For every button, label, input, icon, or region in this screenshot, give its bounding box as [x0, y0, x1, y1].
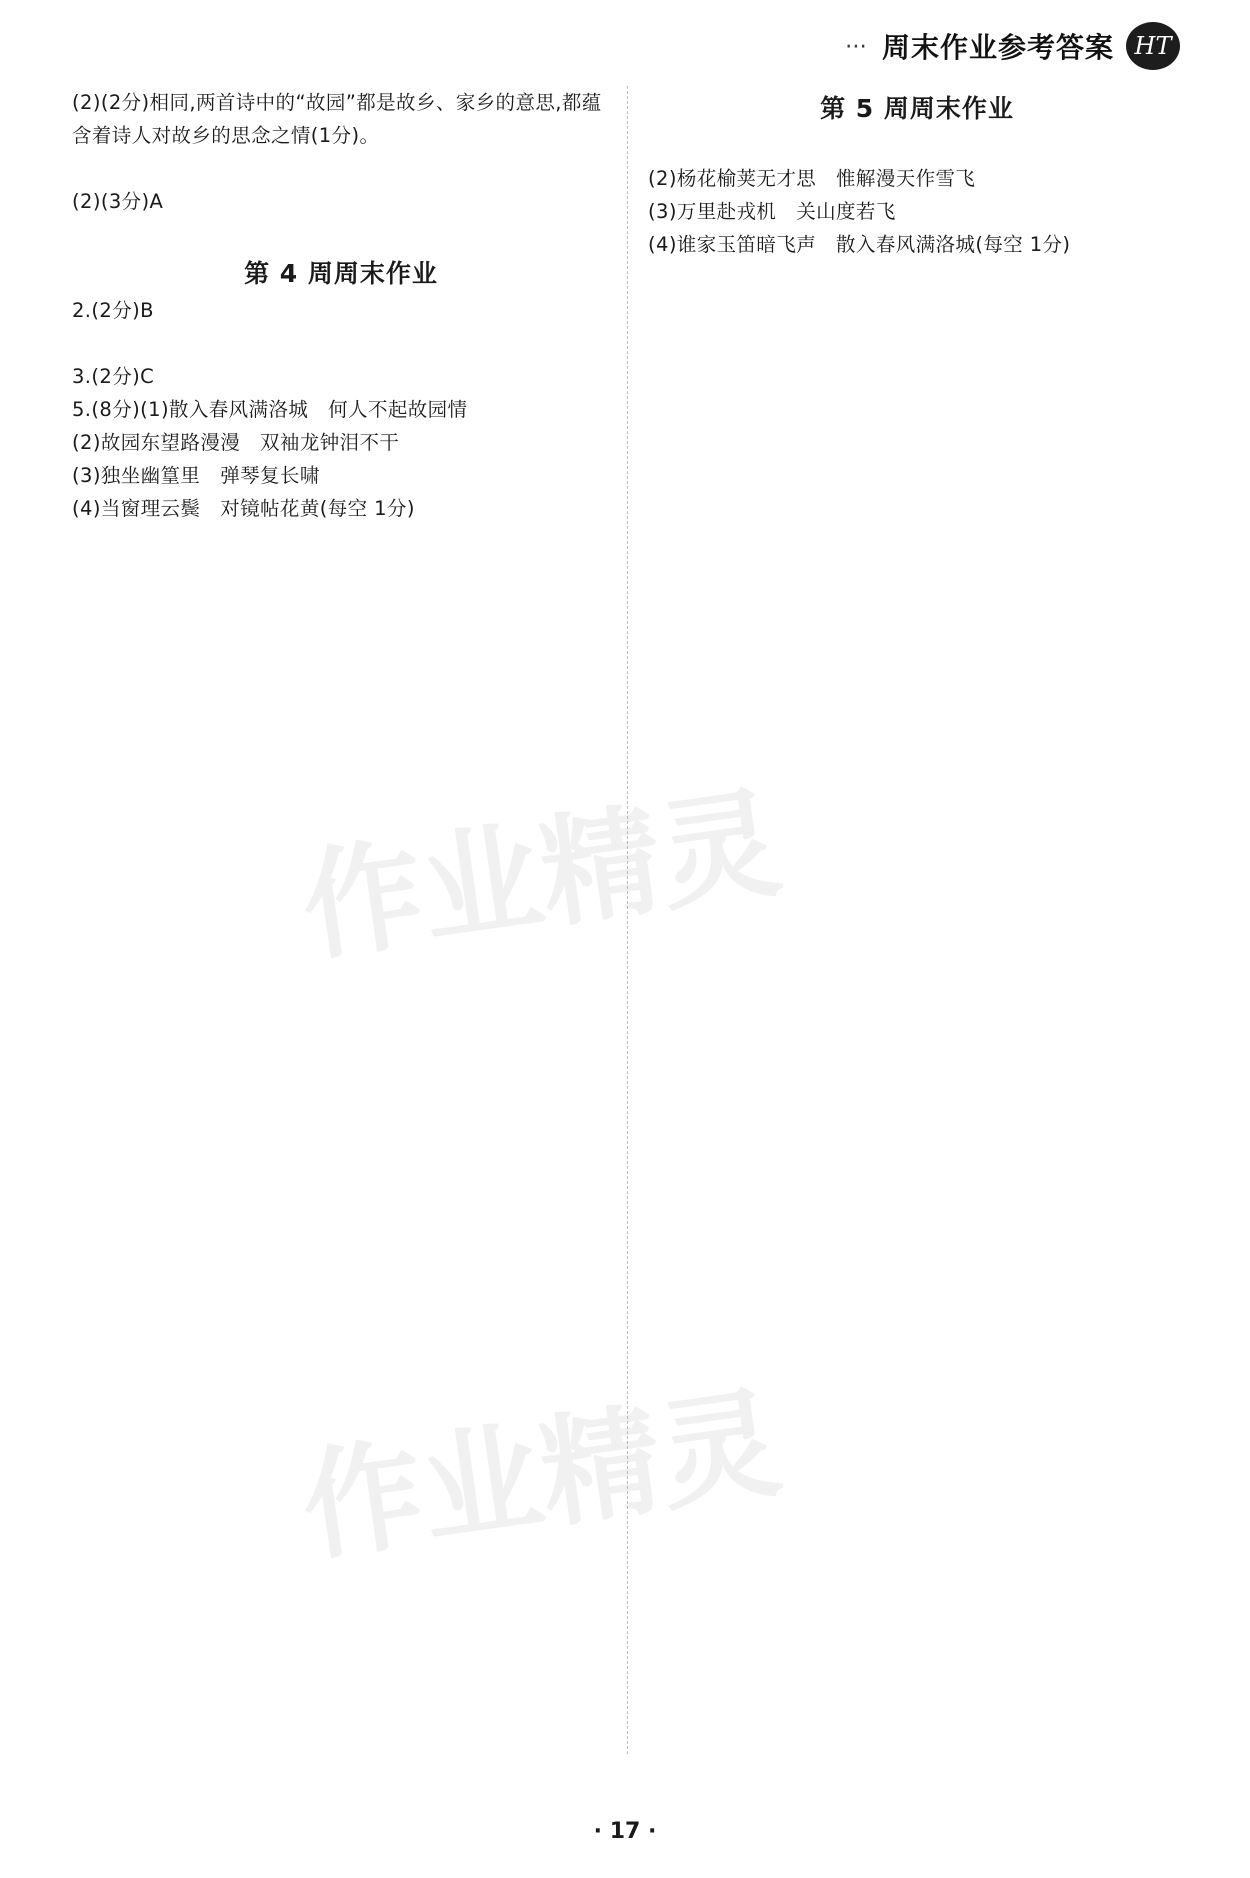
answer-line: 5.(8分)(1)散入春风满洛城 何人不起故园情 [72, 398, 468, 421]
left-column [72, 86, 610, 525]
watermark-text: 作业精灵 [294, 774, 789, 979]
header-title: 周末作业参考答案 [881, 31, 1114, 64]
watermark-text: 作业精灵 [294, 1374, 789, 1579]
answer-line: 2.(2分)B [72, 299, 154, 322]
section-title-week4: 第 4 周周末作业 [244, 259, 438, 288]
answer-line: (3)独坐幽篁里 弹琴复长啸 [72, 464, 320, 487]
answer-line: (3)万里赴戎机 关山度若飞 [648, 200, 896, 223]
page-header [845, 18, 1180, 74]
answer-line: (2)杨花榆荚无才思 惟解漫天作雪飞 [648, 167, 976, 190]
section-title-week5: 第 5 周周末作业 [820, 94, 1014, 123]
answer-line: (4)当窗理云鬓 对镜帖花黄(每空 1分) [72, 497, 415, 520]
right-column [648, 86, 1186, 261]
header-dots: ⋯ [844, 33, 870, 59]
answer-line: (4)谁家玉笛暗飞声 散入春风满洛城(每空 1分) [648, 233, 1071, 256]
answer-line: (2)(2分)相同,两首诗中的“故园”都是故乡、家乡的意思,都蕴含着诗人对故乡的思念之情(1分)。 [72, 91, 602, 147]
brand-logo-icon: HT [1126, 22, 1180, 70]
answer-line: 3.(2分)C [72, 365, 155, 388]
answer-line: (2)(3分)A [72, 190, 164, 213]
answer-line: (2)故园东望路漫漫 双袖龙钟泪不干 [72, 431, 400, 454]
column-divider [627, 86, 628, 1754]
page-number: · 17 · [593, 1819, 657, 1844]
